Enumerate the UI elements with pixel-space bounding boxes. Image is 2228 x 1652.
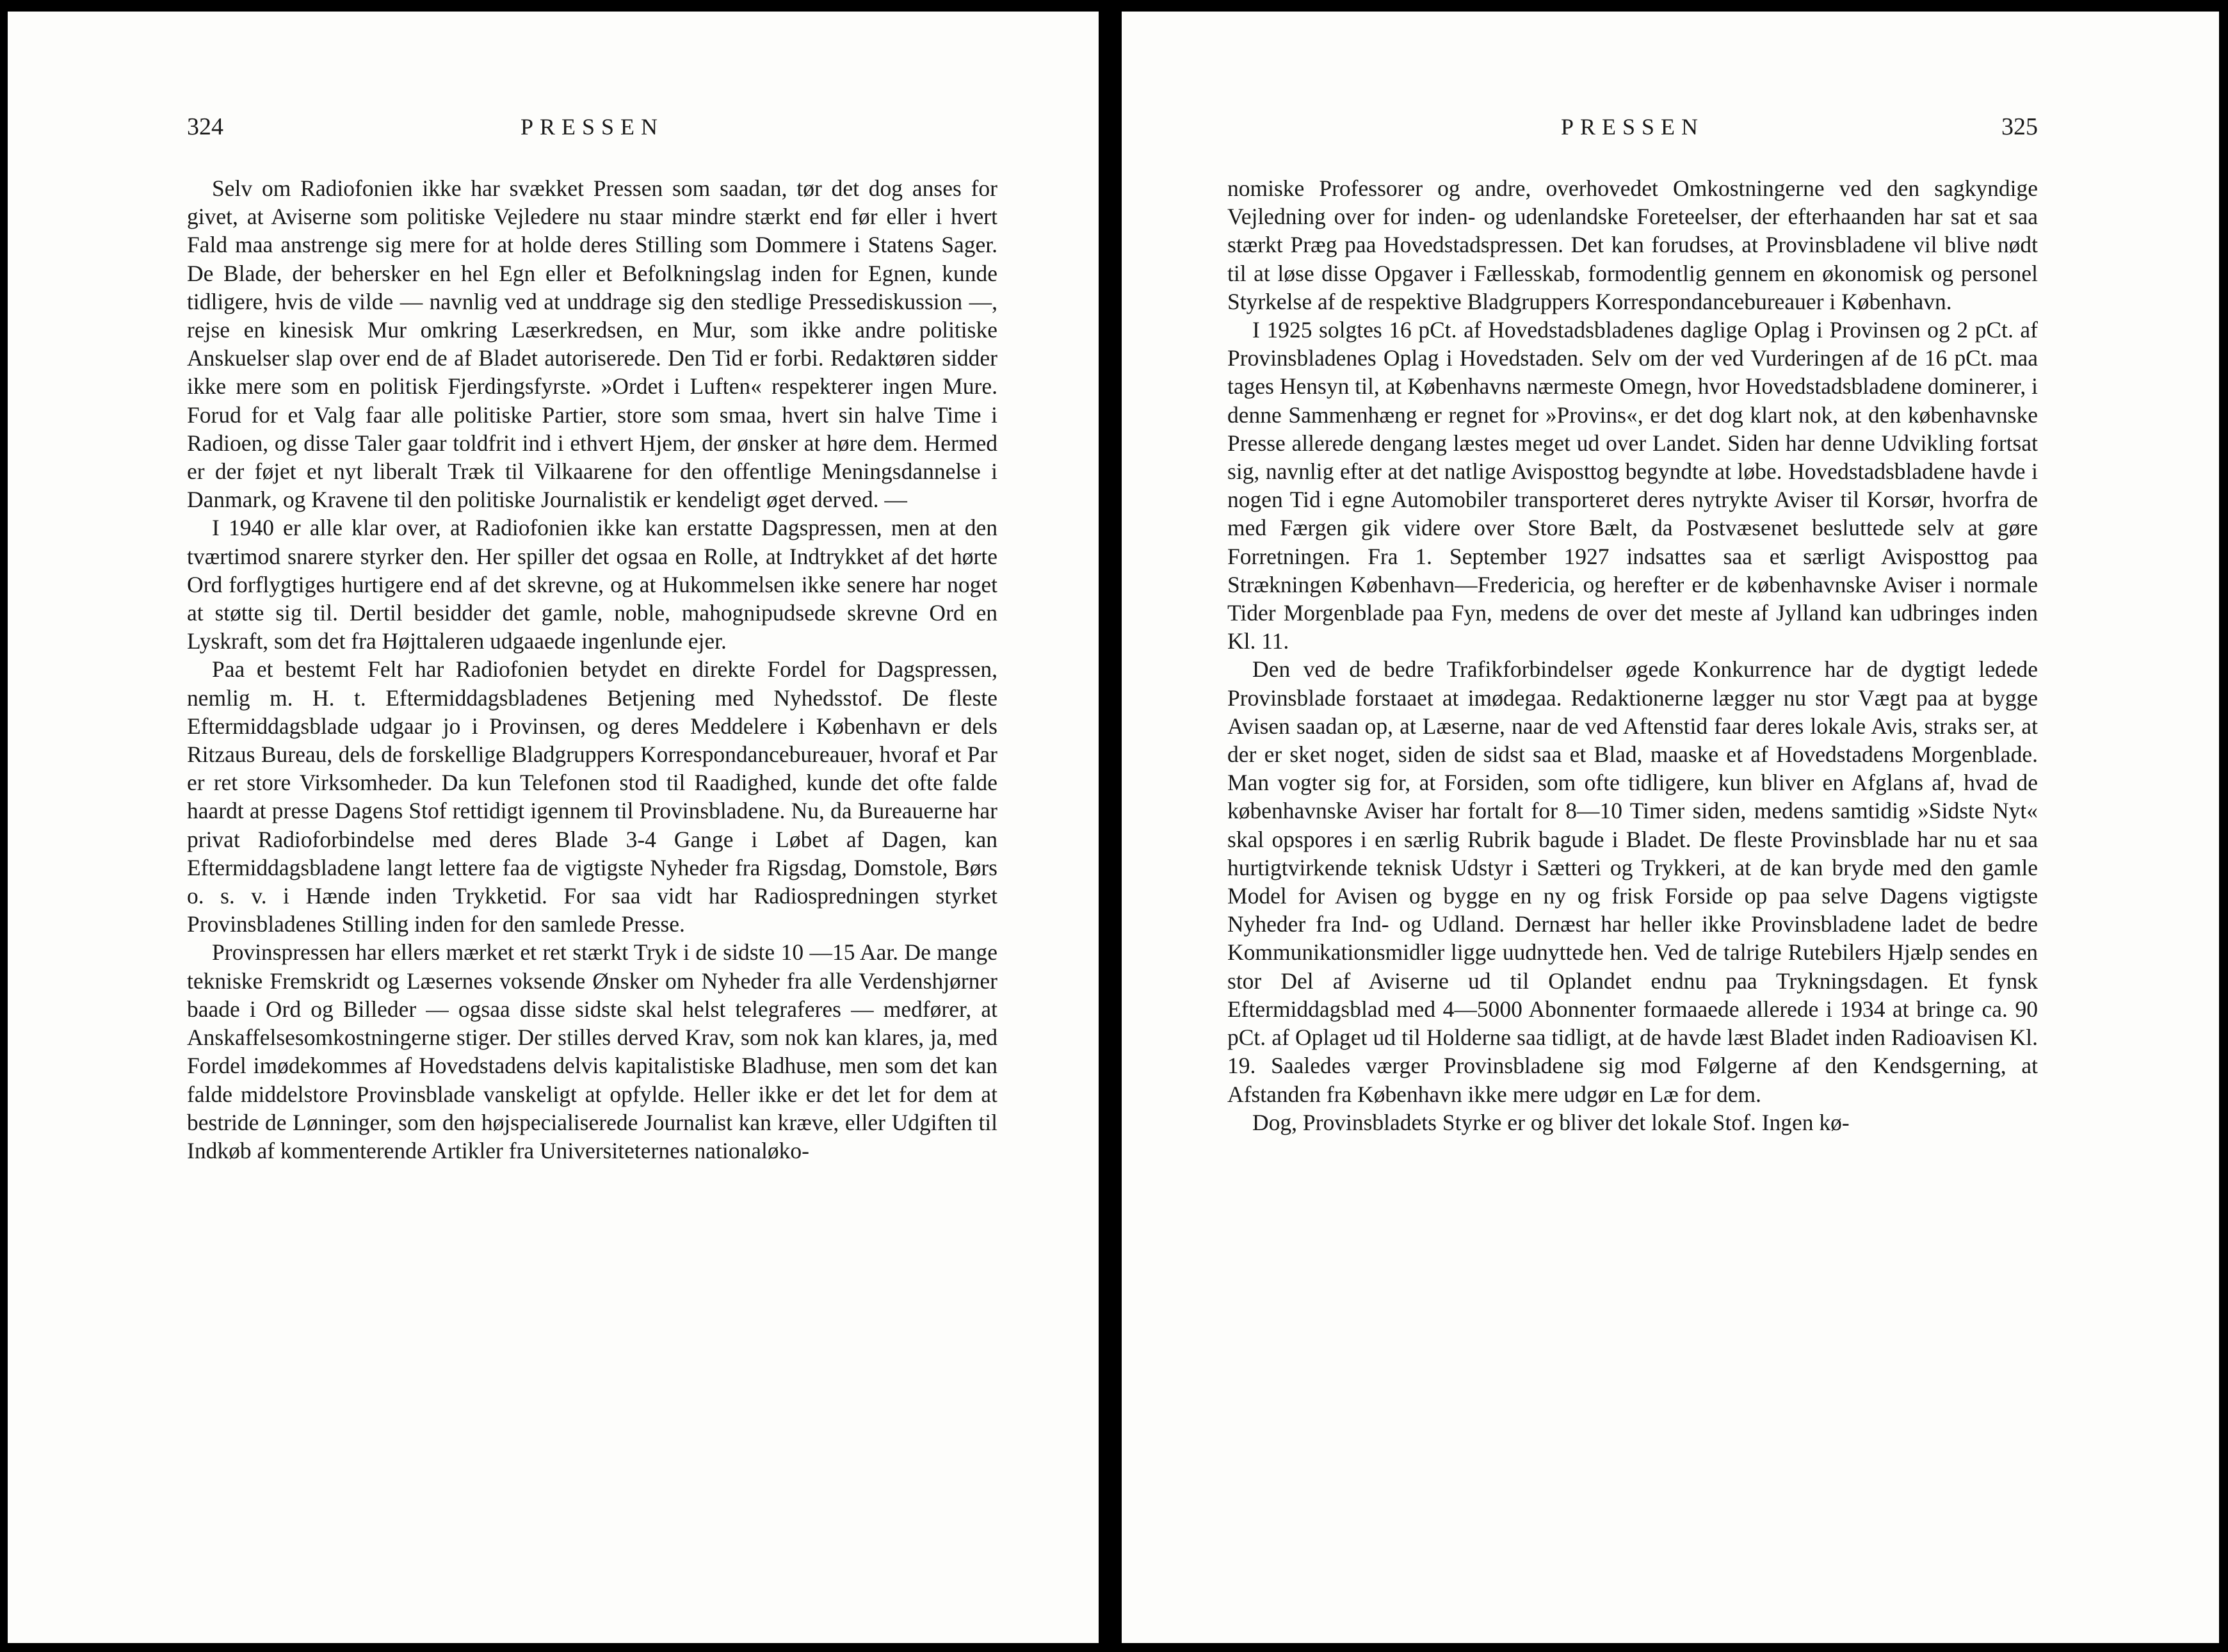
right-page-body	[1227, 174, 2038, 1137]
right-paragraph-4: Dog, Provinsbladets Styrke er og bliver det lokale Stof. Ingen kø-	[1252, 1109, 1850, 1135]
left-paragraph-4: Provinspressen har ellers mærket et ret stærkt Tryk i de sidste 10 —15 Aar. De mange tekniske Fremskridt og Læsernes voksende Ønsker om Nyheder fra alle Verdenshjørner baade i Ord og Billeder — ogsaa disse sidste skal helst telegraferes — medfører, at Anskaffelsesomkostningerne stiger. Der stilles derved Krav, som nok kan klares, ja, med Fordel imødekommes af Hovedstadens delvis kapitalistiske Bladhuse, men som det kan falde middelstore Provinsblade vanskeligt at opfylde. Heller ikke er det let for dem at bestride de Lønninger, som den højspecialiserede Journalist kan kræve, eller Udgiften til Indkøb af kommenterende Artikler fra Universiteternes nationaløko-	[187, 939, 997, 1163]
left-page-number: 324	[187, 113, 223, 140]
right-running-head: PRESSEN	[1560, 114, 1705, 140]
right-page	[1122, 12, 2219, 1643]
left-paragraph-2: I 1940 er alle klar over, at Radiofonien ikke kan erstatte Dagspressen, men at den tværtimod snarere styrker den. Her spiller det ogsaa en Rolle, at Indtrykket af det hørte Ord forflygtiges hurtigere end af det skrevne, og at Hukommelsen ikke senere har noget at støtte sig til. Dertil besidder det gamle, noble, mahognipudsede skrevne Ord en Lyskraft, som det fra Højttaleren udgaaede ingenlunde ejer.	[187, 515, 997, 654]
left-page-header	[187, 108, 997, 146]
left-paragraph-3: Paa et bestemt Felt har Radiofonien betydet en direkte Fordel for Dagspressen, nemlig m. H. t. Eftermiddagsbladenes Betjening med Nyhedsstof. De fleste Eftermiddagsblade udgaar jo i Provinsen, og deres Meddelere i København er dels Ritzaus Bureau, dels de forskellige Bladgruppers Korrespondancebureauer, hvoraf et Par er ret store Virksomheder. Da kun Telefonen stod til Raadighed, kunde det ofte falde haardt at presse Dagens Stof rettidigt igennem til Provinsbladene. Nu, da Bureauerne har privat Radioforbindelse med deres Blade 3-4 Gange i Løbet af Dagen, kan Eftermiddagsbladene langt lettere faa de vigtigste Nyheder fra Rigsdag, Domstole, Børs o. s. v. i Hænde inden Trykketid. For saa vidt har Radiospredningen styrket Provinsbladenes Stilling inden for den samlede Presse.	[187, 656, 997, 937]
right-paragraph-3: Den ved de bedre Trafikforbindelser øgede Konkurrence har de dygtigt ledede Provinsblade forstaaet at imødegaa. Redaktionerne lægger nu stor Vægt paa at bygge Avisen saadan op, at Læserne, naar de ved Aftenstid faar deres lokale Avis, straks ser, at der er sket noget, siden de sidst saa et Blad, maaske et af Hovedstadens Morgenblade. Man vogter sig for, at Forsiden, som ofte tidligere, kun bliver en Afglans af, hvad de københavnske Aviser har fortalt for 8—10 Timer siden, medens samtidig »Sidste Nyt« skal opspores i en særlig Rubrik bagude i Bladet. De fleste Provinsblade har nu et saa hurtigtvirkende teknisk Udstyr i Sætteri og Trykkeri, at de kan bryde med den gamle Model for Avisen og bygge en ny og frisk Forside op paa selve Dagens vigtigste Nyheder fra Ind- og Udland. Dernæst har heller ikke Provinsbladene ladet de bedre Kommunikationsmidler ligge uudnyttede hen. Ved de talrige Rutebilers Hjælp sendes en stor Del af Aviserne ud til Oplandet endnu paa Trykningsdagen. Et fynsk Eftermiddagsblad med 4—5000 Abonnenter formaaede allerede i 1934 at bringe ca. 90 pCt. af Oplaget ud til Holderne saa tidligt, at de havde læst Bladet inden Radioavisen Kl. 19. Saaledes værger Provinsbladene sig mod Følgerne af den Kendsgerning, at Afstanden fra København ikke mere udgør en Læ for dem.	[1227, 656, 2038, 1107]
left-paragraph-1: Selv om Radiofonien ikke har svækket Pressen som saadan, tør det dog anses for givet, at Aviserne som politiske Vejledere nu staar mindre stærkt end før eller i hvert Fald maa anstrenge sig mere for at holde deres Stilling som Dommere i Statens Sager. De Blade, der behersker en hel Egn eller et Befolkningslag inden for Egnen, kunde tidligere, hvis de vilde — navnlig ved at unddrage sig den stedlige Pressediskussion —, rejse en kinesisk Mur omkring Læserkredsen, en Mur, som ikke andre politiske Anskuelser slap over end de af Bladet autoriserede. Den Tid er forbi. Redaktøren sidder ikke mere som en politisk Fjerdingsfyrste. »Ordet i Luften« respekterer ingen Mure. Forud for et Valg faar alle politiske Partier, store som smaa, hvert sin halve Time i Radioen, og disse Taler gaar toldfrit ind i ethvert Hjem, der ønsker at høre dem. Hermed er der føjet et nyt liberalt Træk til Vilkaarene for den offentlige Meningsdannelse i Danmark, og Kravene til den politiske Journalistik er kendeligt øget derved. —	[187, 175, 997, 513]
right-paragraph-1: nomiske Professorer og andre, overhovedet Omkostningerne ved den sagkyndige Vejledning over for inden- og udenlandske Foreteelser, der efterhaanden har sat et saa stærkt Præg paa Hovedstadspressen. Det kan forudses, at Provinsbladene vil blive nødt til at løse disse Opgaver i Fællesskab, formodentlig gennem en økonomisk og personel Styrkelse af de respektive Bladgruppers Korrespondancebureauer i København.	[1227, 175, 2038, 314]
left-running-head: PRESSEN	[520, 114, 665, 140]
right-page-header	[1227, 108, 2038, 146]
right-page-number: 325	[2001, 113, 2038, 140]
right-paragraph-2: I 1925 solgtes 16 pCt. af Hovedstadsbladenes daglige Oplag i Provinsen og 2 pCt. af Provinsbladenes Oplag i Hovedstaden. Selv om der ved Vurderingen af de 16 pCt. maa tages Hensyn til, at Københavns nærmeste Omegn, hvor Hovedstadsbladene dominerer, i denne Sammenhæng er regnet for »Provins«, er det dog klart nok, at den københavnske Presse allerede dengang læstes meget ud over Landet. Siden har denne Udvikling fortsat sig, navnlig efter at det natlige Avisposttog begyndte at løbe. Hovedstadsbladene havde i nogen Tid i egne Automobiler transporteret deres nytrykte Aviser til Korsør, hvorfra de med Færgen gik videre over Store Bælt, da Postvæsenet besluttede selv at gøre Forretningen. Fra 1. September 1927 indsattes saa et særligt Avisposttog paa Strækningen København—Fredericia, og herefter er de københavnske Aviser i normale Tider Morgenblade paa Fyn, medens de over det meste af Jylland kan udbringes inden Kl. 11.	[1227, 317, 2038, 654]
left-page	[8, 12, 1099, 1643]
left-page-body	[187, 174, 997, 1165]
